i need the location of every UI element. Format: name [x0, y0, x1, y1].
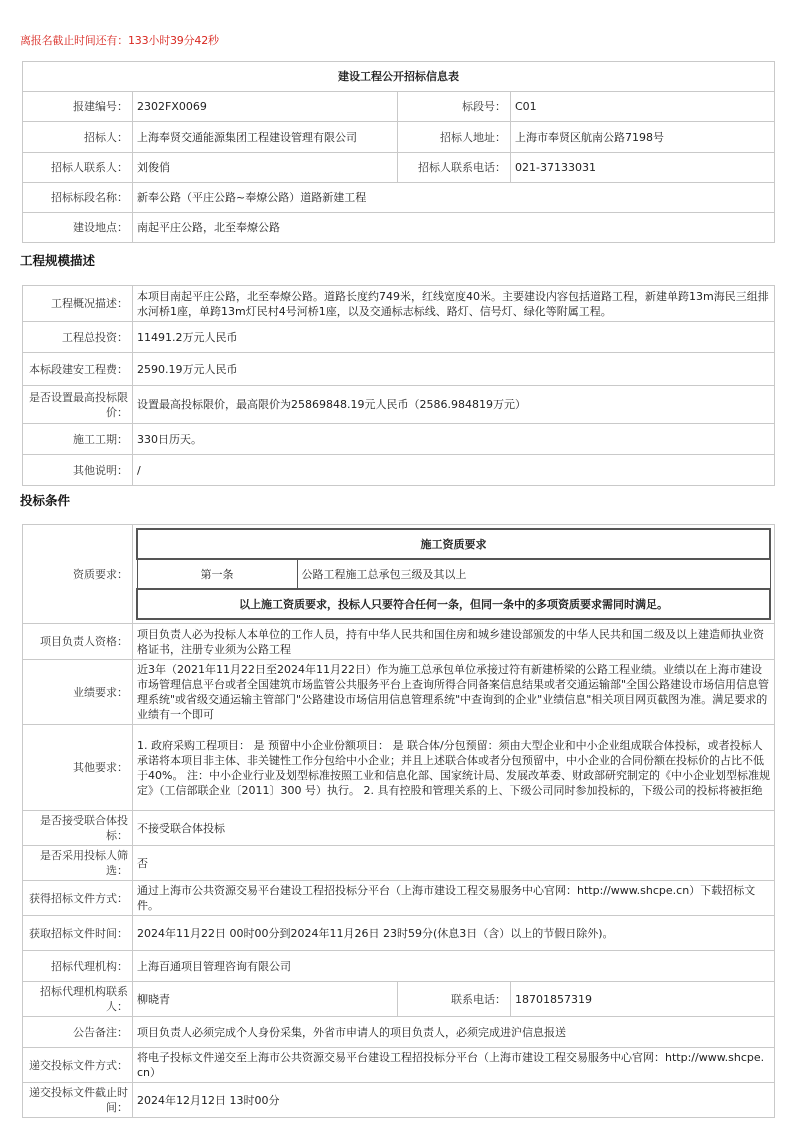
max-price-label: 是否设置最高投标限价：: [23, 386, 133, 424]
qualification-cell: [133, 525, 775, 624]
qualification-label: 资质要求：: [23, 525, 133, 624]
project-no: 2302FX0069: [133, 92, 398, 122]
screening: 否: [133, 846, 775, 881]
period: 330日历天。: [133, 424, 775, 455]
submit-way-label: 递交投标文件方式：: [23, 1048, 133, 1083]
conditions-table: [22, 524, 775, 1118]
screening-label: 是否采用投标人筛选：: [23, 846, 133, 881]
conditions-section-heading: 投标条件: [20, 493, 71, 508]
total-investment-label: 工程总投资：: [23, 322, 133, 353]
qualification-item: 公路工程施工总承包三级及其以上: [297, 559, 770, 589]
get-docs-way: 通过上海市公共资源交易平台建设工程招投标分平台（上海市建设工程交易服务中心官网：http://www.shcpe.cn）下载招标文件。: [133, 881, 775, 916]
section-cost: 2590.19万元人民币: [133, 353, 775, 386]
agency: 上海百通项目管理咨询有限公司: [133, 951, 775, 982]
tenderer-address-label: 招标人地址：: [398, 122, 511, 153]
project-no-label: 报建编号：: [23, 92, 133, 122]
agency-phone: 18701857319: [511, 982, 775, 1017]
contact-label: 招标人联系人：: [23, 153, 133, 183]
total-investment: 11491.2万元人民币: [133, 322, 775, 353]
agency-label: 招标代理机构：: [23, 951, 133, 982]
pm-label: 项目负责人资格：: [23, 624, 133, 660]
contact: 刘俊俏: [133, 153, 398, 183]
scale-table: [22, 285, 775, 486]
pm-requirement: 项目负责人必为投标人本单位的工作人员，持有中华人民共和国住房和城乡建设部颁发的中华人民共和国二级及以上建造师执业资格证书，注册专业须为公路工程: [133, 624, 775, 660]
notice: 项目负责人必须完成个人身份采集，外省市申请人的项目负责人，必须完成进沪信息报送: [133, 1017, 775, 1048]
contact-phone-label: 招标人联系电话：: [398, 153, 511, 183]
section-name-label: 招标标段名称：: [23, 183, 133, 213]
notice-label: 公告备注：: [23, 1017, 133, 1048]
overview-label: 工程概况描述：: [23, 286, 133, 322]
get-docs-time-label: 获取招标文件时间：: [23, 916, 133, 951]
section-no-label: 标段号：: [398, 92, 511, 122]
performance-requirement: 近3年（2021年11月22日至2024年11月22日）作为施工总承包单位承接过符有新建桥梁的公路工程业绩。业绩以在上海市建设市场管理信息平台或者全国建筑市场监管公共服务平台上查询所得合同备案信息结果或者交通运输部"全国公路建设市场信用信息管理系统"或省级交通运输主管部门"公路建设市场信用信息管理系统"中查询到的企业"业绩信息"相关项目网页截图为准。满足要求的业绩有一个即可: [133, 660, 775, 725]
deadline-countdown: 离报名截止时间还有：133小时39分42秒: [20, 34, 219, 47]
scale-other-label: 其他说明：: [23, 455, 133, 486]
scale-other: /: [133, 455, 775, 486]
joint-bid: 不接受联合体投标: [133, 811, 775, 846]
submit-deadline: 2024年12月12日 13时00分: [133, 1083, 775, 1118]
contact-phone: 021-37133031: [511, 153, 775, 183]
qualification-table-title: 施工资质要求: [137, 529, 770, 559]
other-requirement: 1. 政府采购工程项目： 是 预留中小企业份额项目： 是 联合体/分包预留：须由大型企业和中小企业组成联合体投标，或者投标人承诺将本项目非主体、非关键性工作分包给中小企业；并且上述联合体或者分包预留中，中小企业的合同份额在投标价的占比不低于40%。 注：中小企业行业及划型标准按照工业和信息化部、国家统计局、发展改革委、财政部研究制定的《中小企业划型标准规定》（工信部联企业〔2011〕300 号）执行。 2. 具有控股和管理关系的上、下级公司同时参加投标的，下级公司的投标将被拒绝: [133, 725, 775, 811]
joint-bid-label: 是否接受联合体投标：: [23, 811, 133, 846]
period-label: 施工工期：: [23, 424, 133, 455]
qualification-table: [136, 528, 771, 620]
basic-info-table: [22, 61, 775, 243]
location-label: 建设地点：: [23, 213, 133, 243]
section-cost-label: 本标段建安工程费：: [23, 353, 133, 386]
qualification-item-label: 第一条: [137, 559, 297, 589]
section-no: C01: [511, 92, 775, 122]
section-name: 新奉公路（平庄公路~奉燎公路）道路新建工程: [133, 183, 775, 213]
scale-section-heading: 工程规模描述: [20, 253, 96, 268]
agency-contact-label: 招标代理机构联系人：: [23, 982, 133, 1017]
other-requirement-label: 其他要求：: [23, 725, 133, 811]
overview: 本项目南起平庄公路，北至奉燎公路。道路长度约749米，红线宽度40米。主要建设内容包括道路工程，新建单跨13m海民三组排水河桥1座，单跨13m灯民村4号河桥1座，以及交通标志标线、路灯、信号灯、绿化等附属工程。: [133, 286, 775, 322]
agency-contact: 柳晓青: [133, 982, 398, 1017]
submit-way: 将电子投标文件递交至上海市公共资源交易平台建设工程招投标分平台（上海市建设工程交易服务中心官网：http://www.shcpe.cn）: [133, 1048, 775, 1083]
get-docs-time: 2024年11月22日 00时00分到2024年11月26日 23时59分(休息3日（含）以上的节假日除外)。: [133, 916, 775, 951]
page-title: 建设工程公开招标信息表: [23, 62, 775, 92]
qualification-note: 以上施工资质要求，投标人只要符合任何一条，但同一条中的多项资质要求需同时满足。: [137, 589, 770, 619]
get-docs-way-label: 获得招标文件方式：: [23, 881, 133, 916]
performance-label: 业绩要求：: [23, 660, 133, 725]
tenderer-address: 上海市奉贤区航南公路7198号: [511, 122, 775, 153]
location: 南起平庄公路，北至奉燎公路: [133, 213, 775, 243]
max-price: 设置最高投标限价，最高限价为25869848.19元人民币（2586.984819万元）: [133, 386, 775, 424]
tenderer: 上海奉贤交通能源集团工程建设管理有限公司: [133, 122, 398, 153]
submit-deadline-label: 递交投标文件截止时间：: [23, 1083, 133, 1118]
agency-phone-label: 联系电话：: [398, 982, 511, 1017]
tenderer-label: 招标人：: [23, 122, 133, 153]
